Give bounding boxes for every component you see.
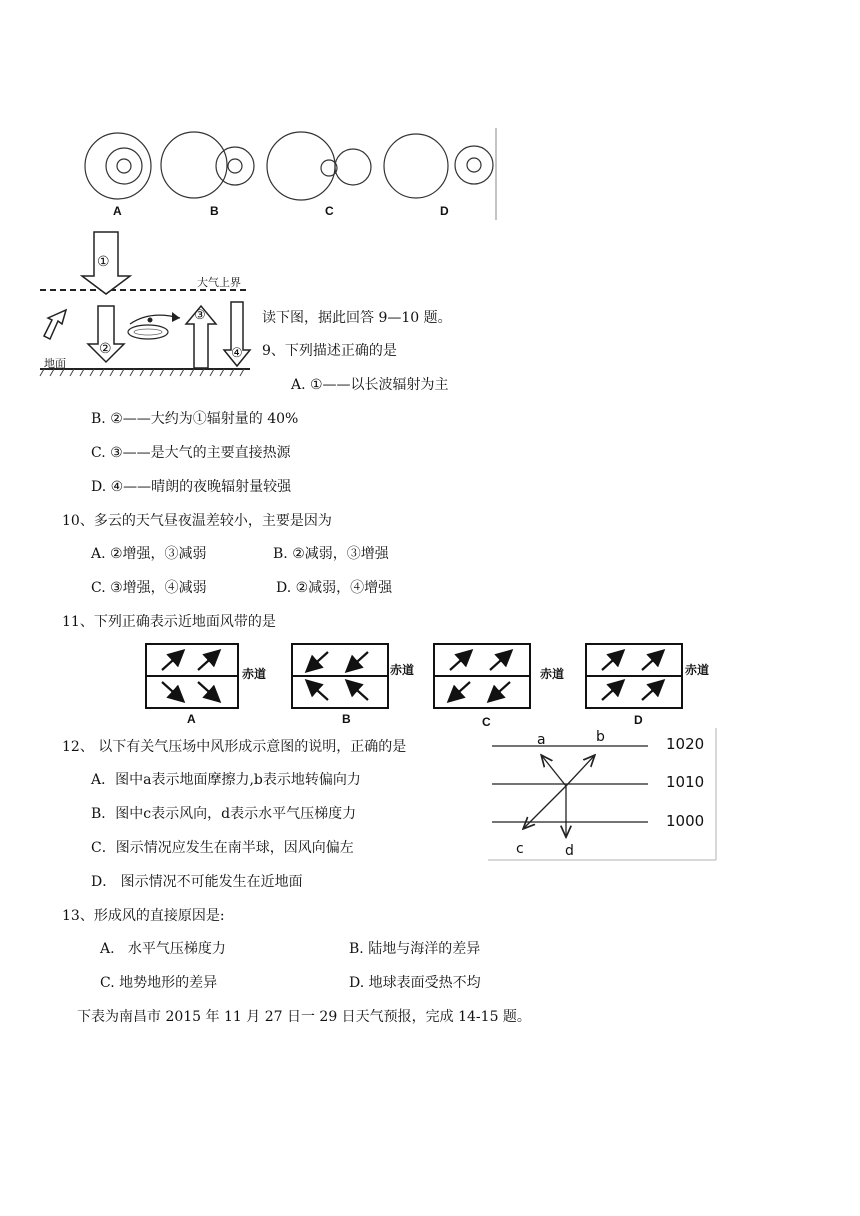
orbit-a-mid xyxy=(106,148,142,184)
equator-label-a: 赤道 xyxy=(242,667,267,681)
equator-label-b: 赤道 xyxy=(390,663,415,677)
intro-14-15: 下表为南昌市 2015 年 11 月 27 日一 29 日天气预报，完成 14-15 题。 xyxy=(77,1009,531,1025)
q10-option-a: A. ②增强，③减弱 xyxy=(91,546,207,562)
ground-label: 地面 xyxy=(44,357,66,370)
radiation-mark-4: ④ xyxy=(231,346,243,361)
q10-option-d: D. ②减弱，④增强 xyxy=(276,580,393,596)
atmosphere-top-label: 大气上界 xyxy=(197,276,241,289)
orbit-b-inner xyxy=(228,159,242,173)
orbit-b-large xyxy=(161,132,227,198)
q9-option-b: B. ②——大约为①辐射量的 40% xyxy=(91,411,299,427)
vector-b xyxy=(566,756,594,786)
orbit-d-mid xyxy=(455,146,493,184)
q12-option-b: B．图中c表示风向，d表示水平气压梯度力 xyxy=(91,806,357,822)
isobar-label-1010: 1010 xyxy=(666,773,705,791)
vector-a xyxy=(542,756,566,786)
intro-9-10: 读下图，据此回答 9—10 题。 xyxy=(262,310,452,326)
q13-stem: 13、形成风的直接原因是: xyxy=(62,908,225,924)
orbit-c-mid xyxy=(335,149,371,185)
q10-stem: 10、多云的天气昼夜温差较小，主要是因为 xyxy=(62,513,332,529)
arrow-reflect xyxy=(44,310,66,339)
wind-panel-label-a: A xyxy=(187,712,196,726)
vector-label-b: b xyxy=(596,729,605,745)
orbit-label-d: D xyxy=(440,204,449,218)
wind-belt-figure xyxy=(140,638,720,714)
q9-stem: 9、下列描述正确的是 xyxy=(262,343,397,359)
vector-label-d: d xyxy=(565,843,574,859)
orbit-d-inner xyxy=(467,158,481,172)
orbit-b-mid xyxy=(216,147,254,185)
isobar-label-1000: 1000 xyxy=(666,812,705,830)
q13-option-d: D. 地球表面受热不均 xyxy=(349,975,481,991)
q9-option-d: D. ④——晴朗的夜晚辐射量较强 xyxy=(91,479,292,495)
q10-option-c: C. ③增强，④减弱 xyxy=(91,580,207,596)
q13-option-c: C. 地势地形的差异 xyxy=(100,975,218,991)
wind-panel-label-b: B xyxy=(342,712,351,726)
vector-label-c: c xyxy=(516,841,524,857)
radiation-figure xyxy=(38,228,260,380)
q12-option-d: D． 图示情况不可能发生在近地面 xyxy=(91,874,303,890)
orbit-label-c: C xyxy=(325,204,334,218)
orbit-label-b: B xyxy=(210,204,219,218)
q9-option-a: A. ①——以长波辐射为主 xyxy=(291,377,449,393)
vector-label-a: a xyxy=(537,732,546,748)
q10-option-b: B. ②减弱，③增强 xyxy=(273,546,389,562)
q12-stem: 12、 以下有关气压场中风形成示意图的说明，正确的是 xyxy=(62,739,407,755)
orbit-d-large xyxy=(384,134,448,198)
orbit-a-inner xyxy=(117,159,131,173)
equator-label-d: 赤道 xyxy=(685,663,710,677)
radiation-mark-2: ② xyxy=(99,341,112,357)
radiation-mark-1: ① xyxy=(97,254,110,270)
orbit-a-outer xyxy=(85,133,151,199)
q11-stem: 11、下列正确表示近地面风带的是 xyxy=(62,614,276,630)
q12-option-a: A．图中a表示地面摩擦力,b表示地转偏向力 xyxy=(91,772,361,788)
orbit-label-a: A xyxy=(113,204,122,218)
q9-option-c: C. ③——是大气的主要直接热源 xyxy=(91,445,291,461)
q12-option-c: C．图示情况应发生在南半球，因风向偏左 xyxy=(91,840,354,856)
radiation-mark-3: ③ xyxy=(194,308,206,323)
orbit-c-large xyxy=(267,132,335,200)
equator-label-c: 赤道 xyxy=(540,667,565,681)
wind-panel-label-c: C xyxy=(482,715,491,729)
q13-option-a: A. 水平气压梯度力 xyxy=(100,941,226,957)
q13-option-b: B. 陆地与海洋的差异 xyxy=(349,941,481,957)
wind-panel-label-d: D xyxy=(634,713,643,727)
orbit-figure xyxy=(78,128,500,223)
isobar-label-1020: 1020 xyxy=(666,735,705,753)
